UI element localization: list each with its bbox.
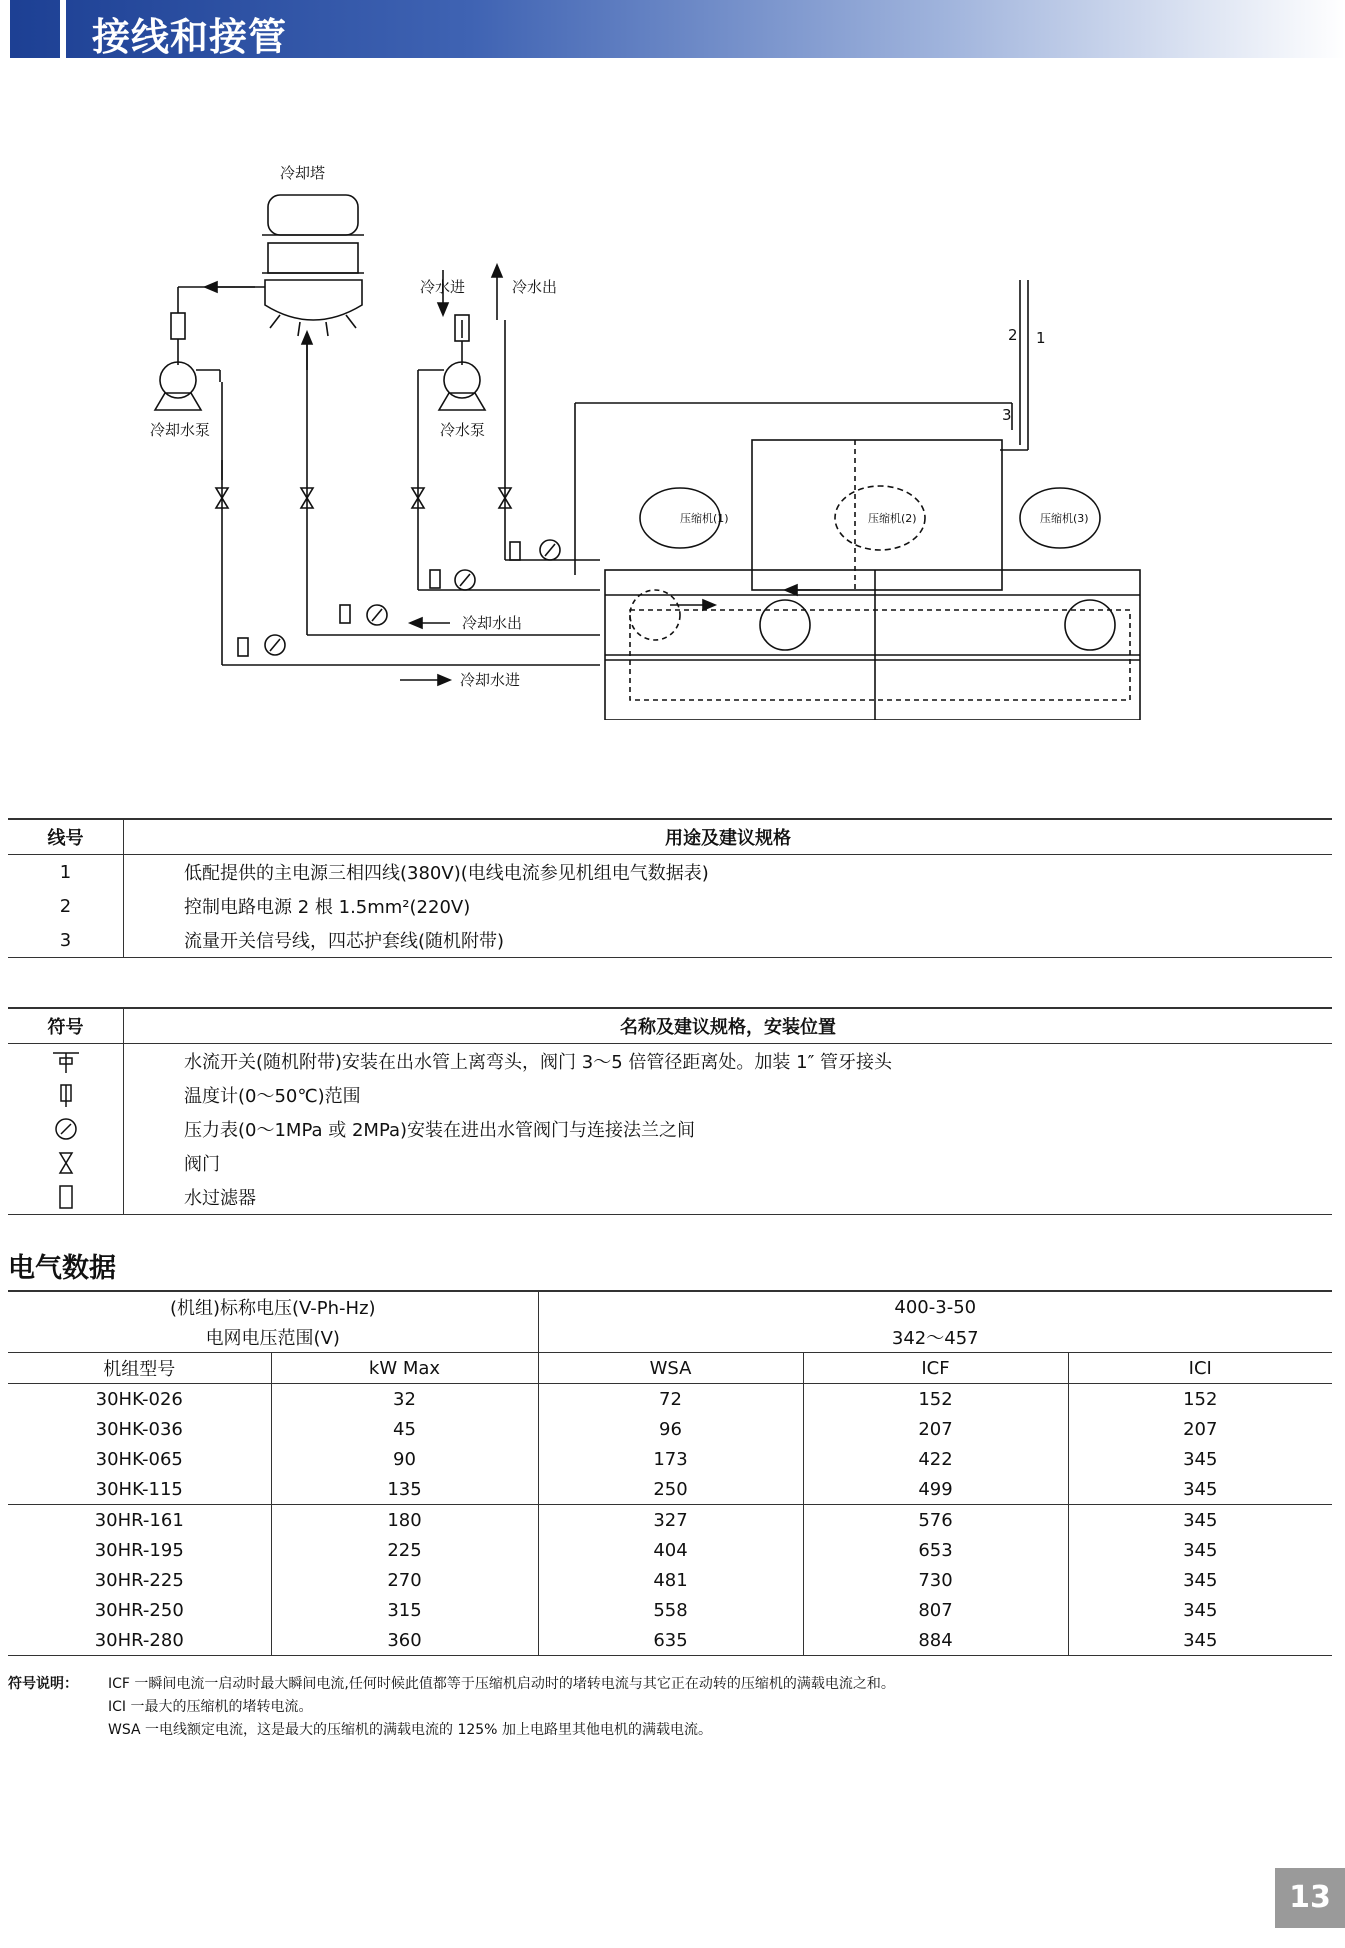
model-cell: 30HR-250 (94, 1599, 184, 1621)
table-row (8, 1112, 1332, 1146)
ici-cell: 345 (1068, 1474, 1332, 1505)
kw-cell: 32 (271, 1384, 538, 1415)
wiring-header-no: 线号 (8, 819, 124, 855)
kw-cell: 225 (271, 1535, 538, 1565)
label-wire-3: 3 (1002, 406, 1012, 424)
model-cell: 30HR-225 (94, 1569, 184, 1591)
kw-cell: 270 (271, 1565, 538, 1595)
icf-cell: 884 (803, 1625, 1068, 1656)
model-cell: 30HK-026 (95, 1388, 183, 1410)
strainer-1 (171, 313, 185, 339)
cooling-tower-basin (265, 280, 362, 320)
table-row (8, 1535, 1332, 1565)
icf-cell: 499 (803, 1474, 1068, 1505)
table-row (8, 855, 1332, 890)
label-chilled-out: 冷水出 (512, 278, 558, 296)
wire-no: 3 (8, 923, 124, 958)
col-header-wsa: WSA (538, 1353, 803, 1384)
table-row (8, 1565, 1332, 1595)
range-label: 电网电压范围(V) (205, 1328, 340, 1349)
wsa-cell: 250 (538, 1474, 803, 1505)
table-row (8, 889, 1332, 923)
ici-cell: 345 (1068, 1625, 1332, 1656)
label-compressor-3: 压缩机(3) (1040, 512, 1089, 525)
wsa-cell: 635 (538, 1625, 803, 1656)
label-compressor-1: 压缩机(1) (680, 512, 729, 525)
symbol-desc: 水过滤器 (124, 1180, 1333, 1215)
wire-no: 1 (8, 855, 124, 890)
valve-icon (51, 1150, 81, 1176)
wsa-cell: 481 (538, 1565, 803, 1595)
table-row (8, 1180, 1332, 1215)
flow-switch-icon (51, 1048, 81, 1074)
table-row (8, 1625, 1332, 1656)
icf-cell: 807 (803, 1595, 1068, 1625)
table-row (8, 1414, 1332, 1444)
ici-cell: 345 (1068, 1595, 1332, 1625)
wiring-table (8, 818, 1332, 958)
model-cell: 30HR-161 (8, 1505, 271, 1536)
table-row (8, 1146, 1332, 1180)
symbol-header: 符号 (8, 1008, 124, 1044)
label-cooling-out: 冷却水出 (462, 614, 523, 632)
notes-label: 符号说明： (8, 1676, 78, 1692)
kw-cell: 135 (271, 1474, 538, 1505)
wire-usage: 流量开关信号线，四芯护套线(随机附带) (124, 923, 1333, 958)
table-row (8, 1444, 1332, 1474)
col-header-icf: ICF (803, 1353, 1068, 1384)
table-row (8, 923, 1332, 958)
label-compressor-2: 压缩机(2) (868, 512, 917, 525)
section-title-electrical: 电气数据 (8, 1253, 116, 1284)
wsa-cell: 72 (538, 1384, 803, 1415)
kw-cell: 180 (271, 1505, 538, 1536)
ici-cell: 345 (1068, 1565, 1332, 1595)
page-title: 接线和接管 (92, 15, 288, 59)
model-cell: 30HR-280 (8, 1625, 271, 1656)
icf-cell: 207 (803, 1414, 1068, 1444)
label-chilled-in: 冷水进 (420, 278, 466, 296)
ici-cell: 345 (1068, 1535, 1332, 1565)
model-cell: 30HK-065 (95, 1448, 183, 1470)
symbol-table (8, 1007, 1332, 1215)
symbol-desc: 水流开关(随机附带)安装在出水管上离弯头，阀门 3～5 倍管径距离处。加装 1″ 管牙接头 (184, 1052, 893, 1073)
table-row (8, 1474, 1332, 1505)
label-wire-2: 2 (1008, 326, 1018, 344)
page-number: 13 (1289, 1880, 1331, 1915)
col-header-kw: kW Max (271, 1353, 538, 1384)
wire-usage: 低配提供的主电源三相四线(380V)(电线电流参见机组电气数据表) (184, 863, 709, 884)
icf-cell: 653 (803, 1535, 1068, 1565)
kw-cell: 360 (271, 1625, 538, 1656)
model-cell: 30HK-036 (95, 1418, 183, 1440)
wsa-cell: 558 (538, 1595, 803, 1625)
col-header-model: 机组型号 (8, 1353, 271, 1384)
voltage-label: (机组)标称电压(V-Ph-Hz) (8, 1291, 538, 1322)
thermometer-icon (51, 1082, 81, 1108)
wsa-cell: 327 (538, 1505, 803, 1536)
label-cooling-in: 冷却水进 (460, 671, 521, 689)
icf-cell: 152 (803, 1384, 1068, 1415)
page-number-box (1275, 1868, 1345, 1928)
wiring-header-usage: 用途及建议规格 (124, 819, 1333, 855)
wire-usage: 控制电路电源 2 根 1.5mm²(220V) (184, 897, 471, 918)
unit-chassis (605, 570, 1140, 720)
table-row (8, 1595, 1332, 1625)
label-chilled-pump: 冷水泵 (440, 421, 486, 439)
piping-diagram (0, 150, 1345, 720)
header-accent (60, 0, 66, 58)
symbol-desc-header: 名称及建议规格，安装位置 (124, 1008, 1333, 1044)
symbol-desc: 温度计(0～50℃)范围 (184, 1086, 361, 1107)
label-cooling-tower: 冷却塔 (280, 164, 326, 182)
label-wire-1: 1 (1036, 329, 1046, 347)
table-row (8, 1505, 1332, 1536)
wsa-cell: 173 (538, 1444, 803, 1474)
kw-cell: 315 (271, 1595, 538, 1625)
strainer-icon (51, 1184, 81, 1210)
icf-cell: 730 (803, 1565, 1068, 1595)
symbol-desc: 阀门 (184, 1154, 220, 1175)
note-line: ICF 一瞬间电流一启动时最大瞬间电流,任何时候此值都等于压缩机启动时的堵转电流与其它正在动转的压缩机的满载电流之和。 (108, 1676, 895, 1692)
pressure-gauge-icon (51, 1116, 81, 1142)
cooling-tower-top (268, 195, 358, 235)
model-cell: 30HR-195 (94, 1539, 184, 1561)
kw-cell: 90 (271, 1444, 538, 1474)
label-cooling-pump: 冷却水泵 (150, 421, 211, 439)
model-cell: 30HK-115 (95, 1478, 183, 1500)
icf-cell: 576 (803, 1505, 1068, 1536)
voltage-value: 400-3-50 (538, 1291, 1332, 1322)
range-value: 342～457 (538, 1322, 1332, 1353)
ici-cell: 345 (1068, 1444, 1332, 1474)
wsa-cell: 96 (538, 1414, 803, 1444)
ici-cell: 345 (1068, 1505, 1332, 1536)
note-line: ICI 一最大的压缩机的堵转电流。 (108, 1699, 313, 1715)
icf-cell: 422 (803, 1444, 1068, 1474)
ici-cell: 152 (1068, 1384, 1332, 1415)
wsa-cell: 404 (538, 1535, 803, 1565)
note-line: WSA 一电线额定电流，这是最大的压缩机的满载电流的 125% 加上电路里其他电机的满载电流。 (108, 1722, 712, 1738)
table-row (8, 1044, 1332, 1079)
table-row (8, 1078, 1332, 1112)
ici-cell: 207 (1068, 1414, 1332, 1444)
table-row (8, 1384, 1332, 1415)
electrical-table (8, 1290, 1332, 1656)
symbol-desc: 压力表(0～1MPa 或 2MPa)安装在进出水管阀门与连接法兰之间 (184, 1120, 696, 1141)
wire-no: 2 (8, 889, 124, 923)
kw-cell: 45 (271, 1414, 538, 1444)
header-accent (0, 0, 10, 58)
col-header-ici: ICI (1068, 1353, 1332, 1384)
